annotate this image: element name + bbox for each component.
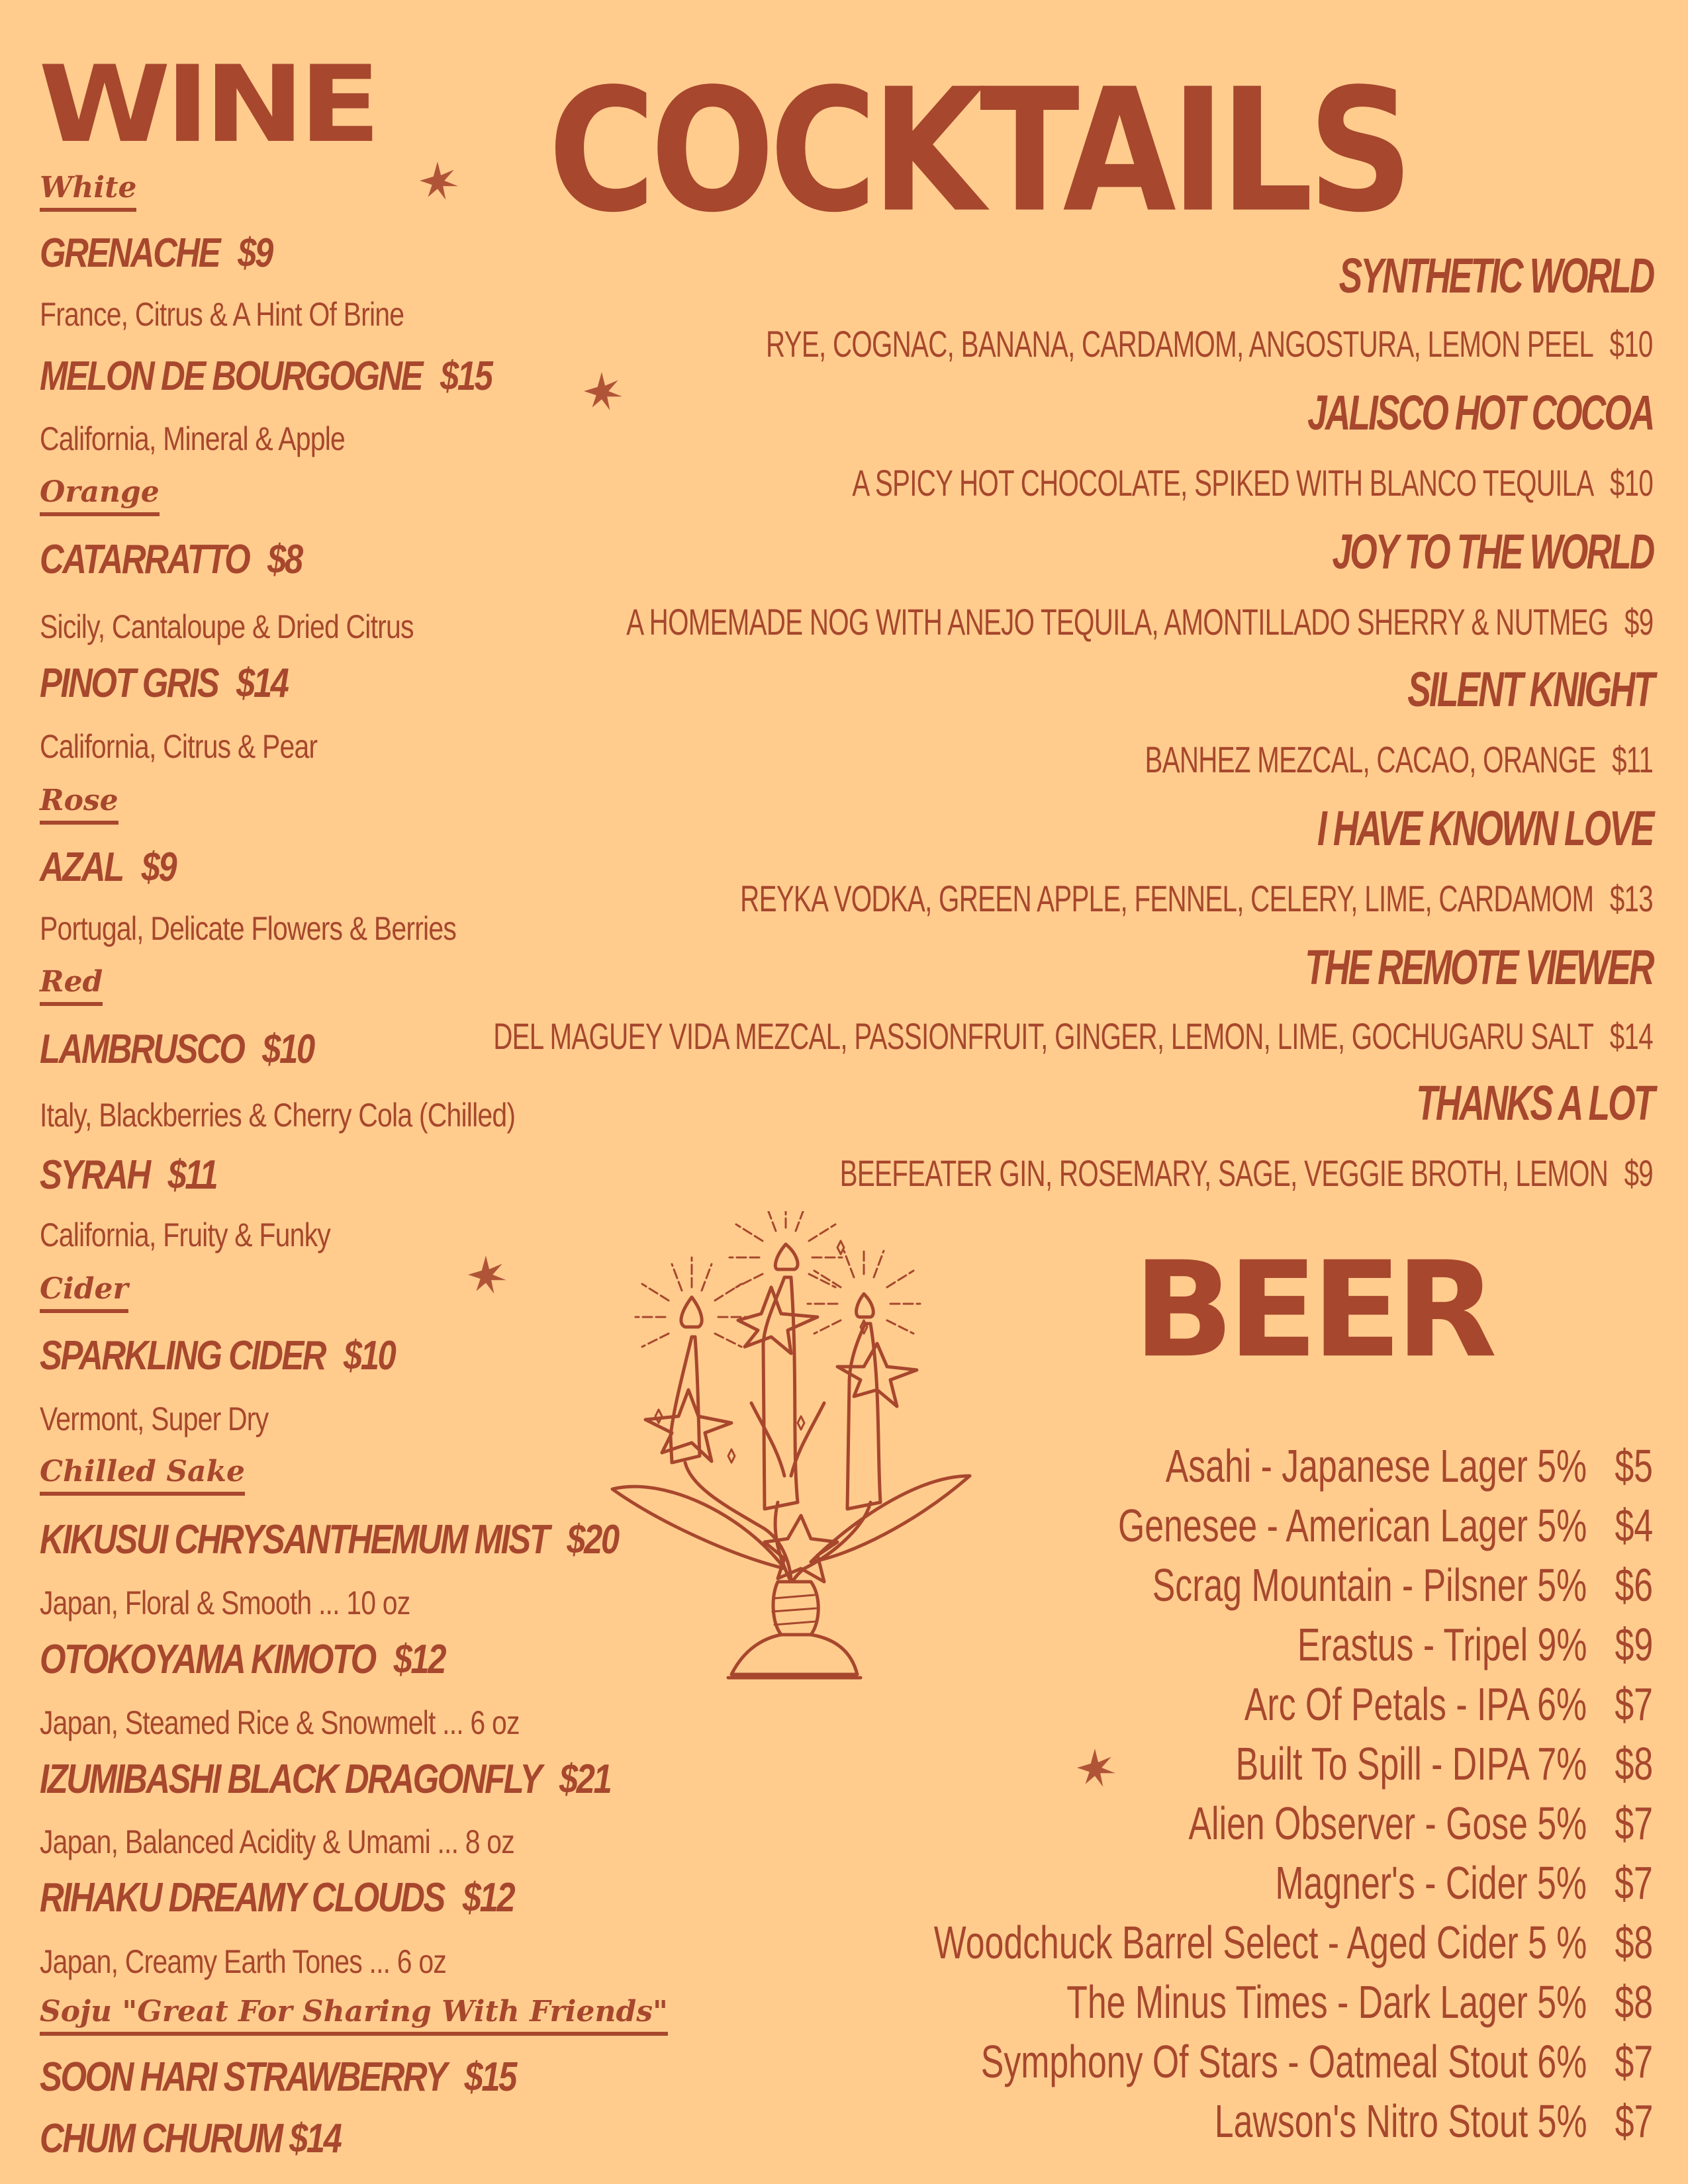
cocktails-section-title: COCKTAILS [548, 52, 1409, 250]
cocktail-name: THANKS A LOT [1415, 1075, 1653, 1130]
wine-category-heading: Red [40, 968, 103, 1006]
wine-item-price: $9 [141, 844, 176, 890]
wine-line [40, 1272, 128, 1313]
cocktail-description [626, 601, 1653, 643]
cocktail-price: $9 [1624, 1152, 1653, 1194]
wine-item-name: SPARKLING CIDER [40, 1333, 326, 1379]
cocktail-description [740, 880, 1653, 917]
wine-line [40, 1457, 245, 1496]
cocktail-description [852, 462, 1653, 504]
wine-item-price: $10 [262, 1026, 314, 1072]
beer-price: $9 [1615, 1619, 1653, 1670]
beer-price: $7 [1615, 1797, 1653, 1849]
beer-row [1297, 1621, 1653, 1668]
cocktail-price: $14 [1609, 1015, 1653, 1057]
wine-item-name: MELON DE BOURGOGNE [40, 353, 422, 399]
wine-item-price: $9 [238, 230, 272, 276]
wine-item [40, 1756, 611, 1802]
wine-item-name: OTOKOYAMA KIMOTO [40, 1637, 375, 1682]
wine-line [40, 786, 118, 825]
beer-name: Alien Observer - Gose 5% [1188, 1797, 1587, 1849]
wine-item-description: France, Citrus & A Hint Of Brine [40, 296, 404, 333]
wine-item-description: California, Mineral & Apple [40, 420, 345, 457]
wine-item-description: California, Citrus & Pear [40, 728, 318, 765]
wine-item [40, 2118, 340, 2160]
cocktail-description [766, 323, 1653, 365]
star-icon [1076, 1747, 1117, 1788]
cocktail-price: $10 [1609, 462, 1653, 504]
star-icon [583, 371, 624, 412]
wine-line [40, 660, 342, 706]
beer-price: $7 [1615, 1857, 1653, 1909]
wine-item-name: AZAL [40, 844, 123, 890]
beer-price: $6 [1615, 1559, 1653, 1611]
beer-name: Woodchuck Barrel Select - Aged Cider 5 % [933, 1917, 1587, 1968]
wine-item-description: Portugal, Delicate Flowers & Berries [40, 910, 457, 947]
beer-name: Arc Of Petals - IPA 6% [1244, 1678, 1587, 1730]
beer-name: The Minus Times - Dark Lager 5% [1066, 1976, 1587, 2028]
cocktail-description [1145, 741, 1653, 778]
wine-category-heading: White [40, 173, 136, 212]
wine-item-price: $8 [267, 537, 302, 582]
beer-price: $7 [1615, 1678, 1653, 1730]
wine-item-price: $11 [167, 1152, 217, 1198]
wine-line [40, 1945, 536, 1978]
wine-line [40, 1333, 473, 1379]
cocktail-ingredients: BANHEZ MEZCAL, CACAO, ORANGE [1145, 739, 1596, 780]
beer-price: $8 [1615, 1976, 1653, 2028]
beer-row [981, 2038, 1653, 2085]
cocktail-price: $9 [1624, 601, 1653, 643]
wine-line [40, 1099, 620, 1132]
cocktail-name: SYNTHETIC WORLD [1338, 248, 1653, 303]
cocktail-ingredients: DEL MAGUEY VIDA MEZCAL, PASSIONFRUIT, GINGER, LEMON, LIME, GOCHUGARU SALT [493, 1015, 1594, 1057]
wine-item [40, 1152, 217, 1198]
wine-category-heading: Chilled Sake [40, 1457, 245, 1496]
wine-line [40, 539, 359, 580]
wine-item-name: PINOT GRIS [40, 660, 218, 706]
wine-item [40, 1333, 395, 1379]
wine-item-price: $14 [289, 2116, 341, 2161]
beer-row [933, 1919, 1653, 1966]
wine-line [40, 912, 547, 945]
wine-line [40, 173, 136, 212]
wine-item [40, 660, 288, 706]
wine-line [40, 2118, 406, 2160]
wine-item-price: $20 [567, 1517, 618, 1563]
wine-item [40, 2054, 516, 2100]
wine-line [40, 1026, 373, 1072]
wine-item [40, 230, 272, 276]
cocktail-price: $10 [1609, 323, 1653, 365]
wine-line [40, 2054, 620, 2100]
cocktail-ingredients: A HOMEMADE NOG WITH ANEJO TEQUILA, AMONTILLADO SHERRY & NUTMEG [626, 601, 1609, 643]
wine-item-price: $15 [464, 2054, 516, 2100]
wine-line [40, 1586, 491, 1619]
wine-item-description: California, Fruity & Funky [40, 1216, 330, 1253]
wine-category-heading: Rose [40, 786, 118, 825]
beer-row [1165, 1440, 1653, 1492]
cocktail-name: SILENT KNIGHT [1407, 662, 1653, 717]
wine-item-price: $12 [462, 1875, 514, 1921]
wine-item-name: SYRAH [40, 1152, 150, 1198]
beer-name: Asahi - Japanese Lager 5% [1165, 1440, 1587, 1492]
wine-item-description: Italy, Blackberries & Cherry Cola (Chilled) [40, 1097, 516, 1134]
wine-line [40, 844, 205, 890]
wine-item-price: $14 [236, 660, 288, 706]
beer-row [1152, 1559, 1653, 1611]
wine-line [40, 1997, 668, 2036]
beer-price: $4 [1615, 1500, 1653, 1551]
wine-category-heading: Orange [40, 478, 160, 516]
wine-item-name: CATARRATTO [40, 537, 250, 582]
wine-item-description: Sicily, Cantaloupe & Dried Citrus [40, 608, 414, 645]
wine-line [40, 730, 378, 763]
cocktail-ingredients: REYKA VODKA, GREEN APPLE, FENNEL, CELERY, LIME, CARDAMOM [740, 878, 1594, 919]
cocktail-name: I HAVE KNOWN LOVE [1317, 801, 1653, 856]
cocktail-name: JOY TO THE WORLD [1332, 524, 1653, 579]
wine-line [40, 1875, 618, 1921]
wine-line [40, 1706, 625, 1739]
beer-name: Scrag Mountain - Pilsner 5% [1152, 1559, 1587, 1611]
beer-name: Genesee - American Lager 5% [1117, 1500, 1587, 1551]
cocktail-price: $11 [1611, 739, 1653, 780]
wine-item [40, 539, 302, 580]
wine-item [40, 1875, 514, 1921]
wine-item-description: Japan, Steamed Rice & Snowmelt ... 6 oz [40, 1704, 520, 1741]
candelabra-illustration-icon [599, 1211, 990, 1952]
wine-item [40, 844, 176, 890]
cocktail-price: $13 [1609, 878, 1653, 919]
wine-line [40, 230, 323, 276]
beer-price: $5 [1615, 1440, 1653, 1492]
wine-item-description: Japan, Balanced Acidity & Umami ... 8 oz [40, 1823, 514, 1860]
wine-item-price: $15 [440, 353, 492, 399]
beer-row [1214, 2095, 1653, 2147]
wine-line [40, 475, 160, 516]
beer-price: $7 [1615, 2095, 1653, 2147]
wine-item-name: IZUMIBASHI BLACK DRAGONFLY [40, 1756, 541, 1802]
cocktail-ingredients: A SPICY HOT CHOCOLATE, SPIKED WITH BLANCO TEQUILA [852, 462, 1594, 504]
beer-row [1066, 1976, 1653, 2028]
beer-row [1235, 1738, 1653, 1790]
beer-name: Magner's - Cider 5% [1275, 1857, 1587, 1909]
beer-price: $8 [1615, 1917, 1653, 1968]
cocktail-name: JALISCO HOT COCOA [1307, 385, 1653, 440]
wine-section-title: WINE [38, 42, 375, 166]
wine-category-heading: Cider [40, 1275, 128, 1313]
beer-section-title: BEER [1133, 1232, 1491, 1387]
wine-item-name: GRENACHE [40, 230, 220, 276]
wine-item-name: RIHAKU DREAMY CLOUDS [40, 1875, 444, 1921]
wine-line [40, 1825, 618, 1858]
beer-name: Lawson's Nitro Stout 5% [1214, 2095, 1587, 2147]
beer-row [1244, 1678, 1653, 1730]
cocktail-ingredients: RYE, COGNAC, BANANA, CARDAMOM, ANGOSTURA, LEMON PEEL [766, 323, 1594, 365]
wine-line [40, 965, 103, 1006]
wine-item-name: KIKUSUI CHRYSANTHEMUM MIST [40, 1517, 549, 1563]
cocktail-ingredients: BEEFEATER GIN, ROSEMARY, SAGE, VEGGIE BROTH, LEMON [839, 1152, 1609, 1194]
wine-item-description: Japan, Floral & Smooth ... 10 oz [40, 1584, 410, 1621]
beer-price: $7 [1615, 2036, 1653, 2087]
star-icon [467, 1254, 508, 1295]
wine-line [40, 1152, 256, 1198]
wine-item-price: $10 [343, 1333, 395, 1379]
wine-line [40, 1218, 394, 1251]
beer-price: $8 [1615, 1738, 1653, 1790]
wine-line [40, 610, 496, 643]
wine-item [40, 353, 492, 399]
wine-item [40, 1639, 445, 1680]
wine-item [40, 1517, 618, 1563]
wine-line [40, 353, 590, 399]
wine-item-name: LAMBRUSCO [40, 1026, 244, 1072]
wine-item-price: $21 [559, 1756, 611, 1802]
beer-row [1188, 1797, 1653, 1849]
wine-line [40, 1639, 534, 1680]
wine-item [40, 1026, 314, 1072]
star-icon [418, 160, 459, 201]
cocktail-description [839, 1152, 1653, 1194]
wine-category-heading: Soju "Great For Sharing With Friends" [40, 1997, 668, 2036]
wine-item-description: Vermont, Super Dry [40, 1400, 269, 1437]
wine-item-description: Japan, Creamy Earth Tones ... 6 oz [40, 1943, 447, 1980]
cocktail-description [493, 1015, 1653, 1057]
wine-line [40, 422, 412, 455]
beer-row [1275, 1857, 1653, 1909]
beer-name: Symphony Of Stars - Oatmeal Stout 6% [980, 2036, 1587, 2087]
wine-item-name: SOON HARI STRAWBERRY [40, 2054, 446, 2100]
wine-line [40, 1402, 318, 1435]
wine-line [40, 298, 484, 331]
cocktail-name: THE REMOTE VIEWER [1305, 940, 1653, 995]
wine-item-name: CHUM CHURUM [40, 2116, 282, 2161]
wine-item-price: $12 [393, 1637, 445, 1682]
beer-row [1118, 1502, 1653, 1549]
beer-name: Erastus - Tripel 9% [1297, 1619, 1587, 1670]
beer-name: Built To Spill - DIPA 7% [1235, 1738, 1587, 1790]
